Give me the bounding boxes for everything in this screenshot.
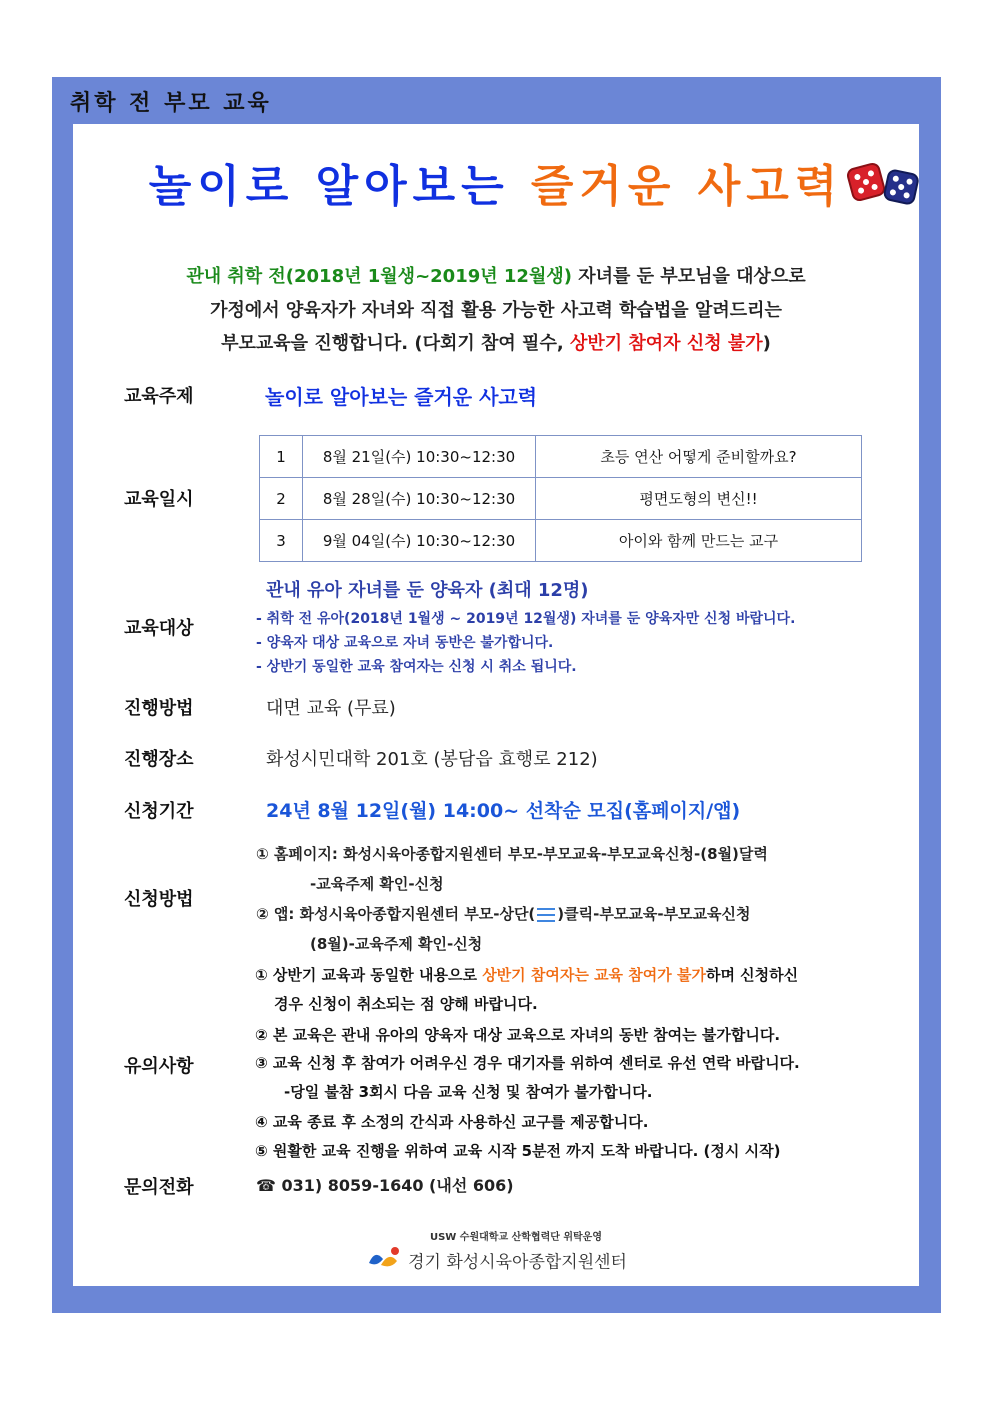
apply-line-3	[256, 903, 751, 924]
notice-2: ② 본 교육은 관내 유아의 양육자 대상 교육으로 자녀의 동반 참여는 불가합니다.	[255, 1026, 781, 1044]
intro-line3-end: )	[762, 333, 771, 354]
schedule-no: 2	[260, 478, 303, 520]
schedule-no: 1	[260, 436, 303, 478]
apply-line3-a: ② 앱: 화성시육아종합지원센터 부모-상단(	[256, 905, 536, 923]
notice-1-c: 하며 신청하신	[705, 966, 799, 984]
schedule-no: 3	[260, 520, 303, 562]
intro-line-2: 가정에서 양육자가 자녀와 직접 활용 가능한 사고력 학습법을 알려드리는	[210, 300, 782, 321]
notice-1-a: ① 상반기 교육과 동일한 내용으로	[255, 966, 483, 984]
title-part2: 즐거운 사고력	[530, 161, 844, 212]
apply-line-1: ① 홈페이지: 화성시육아종합지원센터 부모-부모교육-부모교육신청-(8월)달력	[256, 845, 768, 863]
menu-icon	[537, 908, 555, 922]
header-label: 취학 전 부모 교육	[70, 91, 272, 116]
schedule-label: 교육일시	[124, 489, 194, 510]
notice-1-b: 상반기 참여자는 교육 참여가 불가	[482, 966, 706, 984]
schedule-title: 초등 연산 어떻게 준비할까요?	[536, 436, 862, 478]
table-row	[260, 478, 862, 520]
table-row	[260, 436, 862, 478]
target-note-1: - 취학 전 유아(2018년 1월생 ~ 2019년 12월생) 자녀를 둔 양육자만 신청 바랍니다.	[256, 611, 796, 627]
page-title	[0, 150, 992, 214]
dice-icon	[846, 160, 922, 208]
topic-label: 교육주제	[124, 386, 194, 407]
intro-line3-red: 상반기 참여자 신청 불가	[569, 333, 763, 354]
title-part1: 놀이로 알아보는	[148, 161, 531, 212]
center-logo-icon	[365, 1245, 403, 1275]
period-label: 신청기간	[124, 801, 194, 822]
contact-value: ☎ 031) 8059-1640 (내선 606)	[256, 1176, 514, 1195]
intro-line1-rest: 자녀를 둔 부모님을 대상으로	[571, 266, 806, 287]
method-label: 진행방법	[124, 698, 194, 719]
place-value: 화성시민대학 201호 (봉담읍 효행로 212)	[266, 749, 598, 770]
intro-line3-start: 부모교육을 진행합니다. (다회기 참여 필수,	[221, 333, 570, 354]
schedule-title: 아이와 함께 만드는 교구	[536, 520, 862, 562]
schedule-datetime: 9월 04일(수) 10:30~12:30	[303, 520, 536, 562]
footer-operated: USW 수원대학교 산학협력단 위탁운영	[429, 1232, 603, 1243]
notice-3: ③ 교육 신청 후 참여가 어려우신 경우 대기자를 위하여 센터로 유선 연락 바랍니다.	[255, 1054, 800, 1072]
footer-center-name: 경기 화성시육아종합지원센터	[408, 1252, 627, 1273]
intro-line-3	[0, 329, 992, 355]
footer-center-row	[0, 1245, 992, 1275]
apply-line3-b: )클릭-부모교육-부모교육신청	[557, 905, 751, 923]
target-main: 관내 유아 자녀를 둔 양육자 (최대 12명)	[266, 580, 589, 601]
footer	[0, 1228, 992, 1275]
apply-line-4: (8월)-교육주제 확인-신청	[310, 935, 483, 953]
notice-4: ④ 교육 종료 후 소정의 간식과 사용하신 교구를 제공합니다.	[255, 1113, 649, 1131]
intro-line-1	[0, 262, 992, 288]
apply-label: 신청방법	[124, 889, 194, 910]
table-row	[260, 520, 862, 562]
notice-1	[255, 964, 798, 985]
target-note-3: - 상반기 동일한 교육 참여자는 신청 시 취소 됩니다.	[256, 659, 577, 675]
notice-5: ⑤ 원활한 교육 진행을 위하여 교육 시작 5분전 까지 도착 바랍니다. (정시 시작)	[255, 1142, 781, 1160]
schedule-datetime: 8월 21일(수) 10:30~12:30	[303, 436, 536, 478]
apply-line-2: -교육주제 확인-신청	[310, 875, 444, 893]
schedule-datetime: 8월 28일(수) 10:30~12:30	[303, 478, 536, 520]
intro-line1-green: 관내 취학 전(2018년 1월생~2019년 12월생)	[186, 266, 572, 287]
notice-1-d: 경우 신청이 취소되는 점 양해 바랍니다.	[274, 995, 538, 1013]
method-value: 대면 교육 (무료)	[266, 698, 396, 719]
target-label: 교육대상	[124, 618, 194, 639]
schedule-title: 평면도형의 변신!!	[536, 478, 862, 520]
notice-3b: -당일 불참 3회시 다음 교육 신청 및 참여가 불가합니다.	[284, 1083, 653, 1101]
target-note-2: - 양육자 대상 교육으로 자녀 동반은 불가합니다.	[256, 635, 554, 651]
contact-label: 문의전화	[124, 1177, 194, 1198]
period-value: 24년 8월 12일(월) 14:00~ 선착순 모집(홈페이지/앱)	[266, 800, 741, 822]
schedule-table	[259, 435, 862, 562]
place-label: 진행장소	[124, 749, 194, 770]
topic-value: 놀이로 알아보는 즐거운 사고력	[265, 385, 538, 409]
notice-label: 유의사항	[124, 1056, 194, 1077]
